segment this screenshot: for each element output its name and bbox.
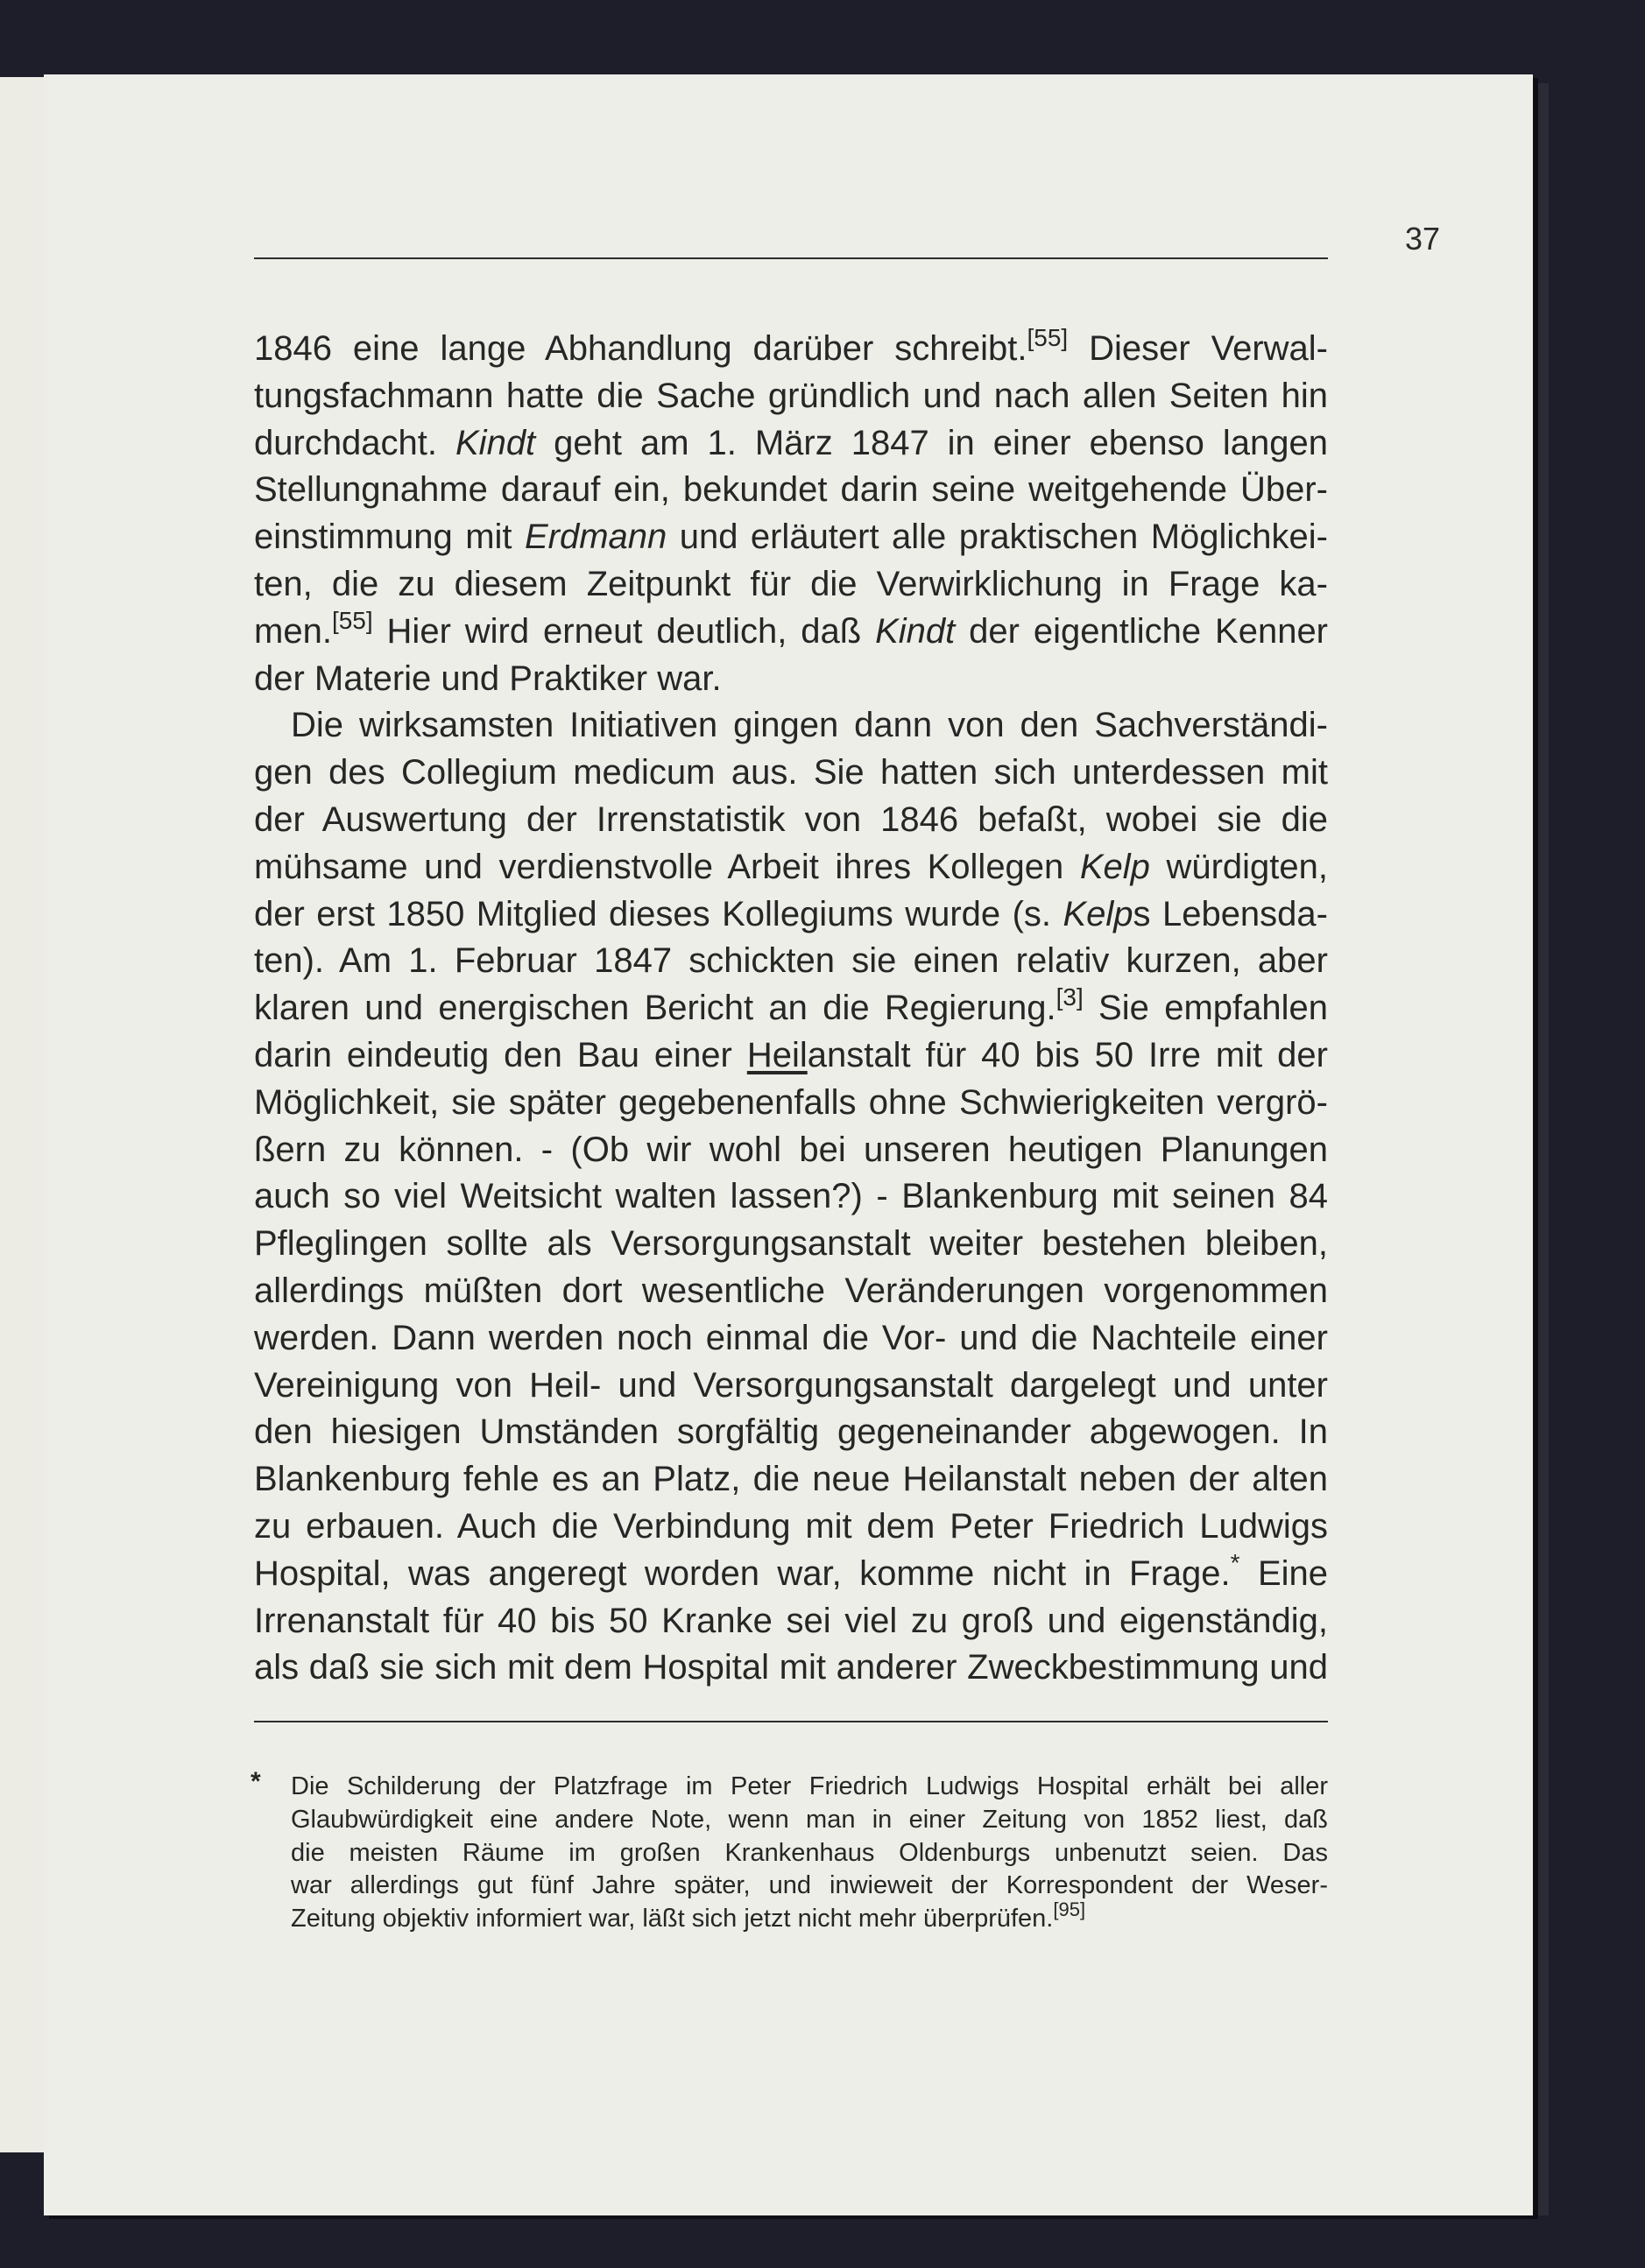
footnote-line: war allerdings gut fünf Jahre später, und inwieweit der Korrespondent der Weser- (291, 1871, 1328, 1900)
footnote-mark: * (251, 1767, 261, 1796)
text-line: den hiesigen Umständen sorgfältig gegeneinander abgewogen. In (254, 1412, 1328, 1452)
text-line: auch so viel Weitsicht walten lassen?) - Blankenburg mit seinen 84 (254, 1177, 1328, 1216)
text-line: Hospital, was angeregt worden war, komme nicht in Frage.* Eine (254, 1548, 1329, 1593)
footnote (251, 1767, 1328, 1936)
text-line: der Materie und Praktiker war. (254, 659, 722, 698)
text-line: men.[55] Hier wird erneut deutlich, daß Kindt der eigentliche Kenner (254, 606, 1329, 651)
person-name: Kelp (1063, 894, 1133, 933)
text-line: einstimmung mit Erdmann und erläutert alle praktischen Möglichkei- (254, 518, 1328, 557)
header-rule (254, 257, 1328, 259)
citation-ref: [55] (1027, 324, 1069, 351)
citation-ref: [55] (331, 606, 373, 634)
body-text (254, 326, 1328, 1692)
person-name: Kindt (875, 611, 956, 651)
text-line: allerdings müßten dort wesentliche Veränderungen vorgenommen (254, 1271, 1328, 1310)
text-line: ten). Am 1. Februar 1847 schickten sie einen relativ kurzen, aber (254, 941, 1328, 981)
text-line: als daß sie sich mit dem Hospital mit anderer Zweckbestimmung und (254, 1648, 1328, 1687)
citation-ref: [95] (1053, 1898, 1086, 1921)
paragraph-start: Die wirksamsten Initiativen gingen dann von den Sachverständi- (291, 706, 1328, 745)
text-line: Stellungnahme darauf ein, bekundet darin seine weitgehende Über- (254, 470, 1328, 510)
footnote-line: Zeitung objektiv informiert war, läßt sich jetzt nicht mehr überprüfen.[95] (291, 1898, 1086, 1933)
book-edge-shadow (1533, 83, 1549, 2215)
citation-ref: [3] (1055, 983, 1084, 1011)
text-line: Irrenanstalt für 40 bis 50 Kranke sei viel zu groß und eigenständig, (254, 1601, 1328, 1640)
footnote-line: Glaubwürdigkeit eine andere Note, wenn man in einer Zeitung von 1852 liest, daß (291, 1805, 1328, 1834)
text-line: darin eindeutig den Bau einer Heilanstalt für 40 bis 50 Irre mit der (254, 1035, 1328, 1074)
footnote-rule (254, 1721, 1328, 1722)
text-line: 1846 eine lange Abhandlung darüber schreibt.[55] Dieser Verwal- (254, 324, 1328, 368)
text-line: gen des Collegium medicum aus. Sie hatten sich unterdessen mit (254, 753, 1328, 792)
text-line: klaren und energischen Bericht an die Regierung.[3] Sie empfahlen (254, 983, 1328, 1028)
footnote-ref: * (1230, 1548, 1240, 1576)
text-line: durchdacht. Kindt geht am 1. März 1847 in einer ebenso langen (254, 423, 1328, 462)
footnote-line: die meisten Räume im großen Krankenhaus Oldenburgs unbenutzt seien. Das (291, 1838, 1328, 1867)
text-line: Vereinigung von Heil- und Versorgungsanstalt dargelegt und unter (254, 1365, 1328, 1405)
text-line: ßern zu können. - (Ob wir wohl bei unseren heutigen Planungen (254, 1130, 1328, 1169)
page-number: 37 (1404, 221, 1440, 257)
text-line: zu erbauen. Auch die Verbindung mit dem Peter Friedrich Ludwigs (254, 1506, 1328, 1546)
person-name: Erdmann (524, 518, 667, 557)
text-line: Möglichkeit, sie später gegebenenfalls ohne Schwierigkeiten vergrö- (254, 1082, 1328, 1122)
person-name: Kindt (455, 423, 536, 462)
text-line: der Auswertung der Irrenstatistik von 1846 befaßt, wobei sie die (254, 799, 1328, 839)
text-line: Blankenburg fehle es an Platz, die neue Heilanstalt neben der alten (254, 1460, 1328, 1499)
text-line: ten, die zu diesem Zeitpunkt für die Verwirklichung in Frage ka- (254, 564, 1328, 603)
text-line: tungsfachmann hatte die Sache gründlich und nach allen Seiten hin (254, 376, 1328, 415)
text-line: werden. Dann werden noch einmal die Vor- und die Nachteile einer (254, 1318, 1328, 1357)
text-line: mühsame und verdienstvolle Arbeit ihres Kollegen Kelp würdigten, (254, 847, 1328, 886)
text-line: der erst 1850 Mitglied dieses Kollegiums wurde (s. Kelps Lebensda- (254, 894, 1328, 933)
footnote-line: Die Schilderung der Platzfrage im Peter Friedrich Ludwigs Hospital erhält bei aller (291, 1772, 1328, 1800)
underlined-word: Heil (746, 1035, 808, 1074)
text-line: Pfleglingen sollte als Versorgungsanstalt weiter bestehen bleiben, (254, 1224, 1328, 1264)
person-name: Kelp (1079, 847, 1150, 886)
